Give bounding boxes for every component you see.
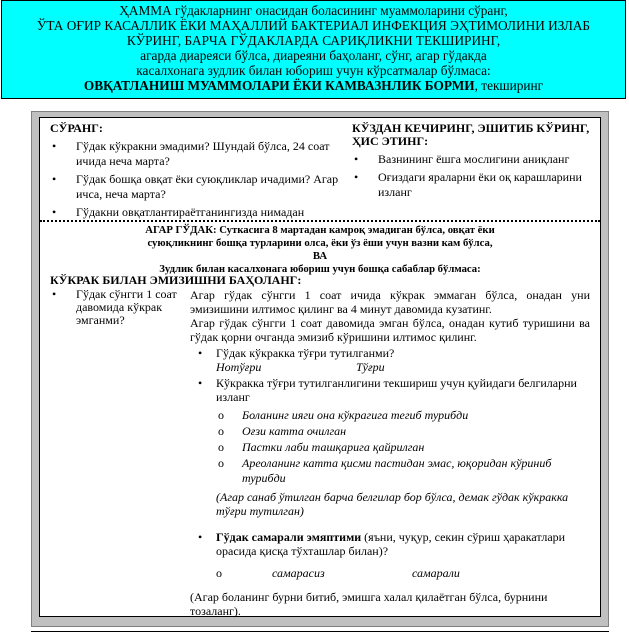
banner-line-4: агарда диареяси бўлса, диареяни баҳоланг, сўнг, агар гўдакда: [140, 48, 487, 63]
circle-bullet-icon: o: [218, 440, 224, 454]
ask-item: • Гўдак кўкракни эмадими? Шундай бўлса, 24 соат ичида неча марта?: [52, 139, 330, 168]
effective-suckling-label: Гўдак самарали эмяптими: [216, 530, 362, 544]
look-item: • Оғиздаги яраларни ёки оқ карашларини изланг: [354, 170, 582, 199]
header-banner: [1, 0, 626, 99]
bullet-icon: •: [52, 172, 57, 186]
bullet-icon: •: [354, 152, 359, 166]
breastfeeding-question: • Гўдак сўнгги 1 соат давомида кўкрак эмганми?: [52, 287, 177, 327]
condition-line-3: ВА: [312, 250, 328, 262]
effective-suckling-question: • Гўдак самарали эмяптими (яъни, чуқур, секин сўриш ҳаракатлари орасида қисқа тўхташлар билан)?: [198, 530, 566, 558]
nose-note: (Агар боланинг бурни битиб, эмишга халал қилаётган бўлса, бурнини тозаланг).: [190, 590, 548, 618]
banner-line-1: ҲАММА гўдакларнинг онасидан боласининг муаммоларини сўранг,: [119, 3, 508, 18]
look-item: • Вазнининг ёшга мослигини аниқланг: [354, 152, 570, 166]
banner-line-6: [2, 78, 625, 93]
ask-title: СЎРАНГ:: [50, 121, 103, 135]
sign-item: o Оғзи катта очилган: [218, 424, 347, 438]
signs-note: (Агар санаб ўтилган барча белгилар бор бўлса, демак гўдак кўкракка тўғри тутилган): [216, 490, 569, 518]
bottom-divider: [31, 631, 609, 636]
sign-item: o Пастки лаби ташқарига қайрилган: [218, 440, 425, 454]
sign-item: o Боланинг ияги она кўкрагига тегиб турибди: [218, 408, 469, 422]
option-well-attached: Тўғри: [356, 360, 385, 374]
signs-intro: • Кўкракка тўғри тутилганлигини текшириш учун қуйидаги белгиларни изланг: [198, 376, 577, 404]
circle-bullet-icon: o: [218, 424, 224, 438]
attachment-question: • Гўдак кўкракка тўғри тутилганми?: [198, 346, 395, 360]
condition-line-2: суюқликнинг бошқа турларини олса, ёки ўз ёши учун вазни кам бўлса,: [147, 237, 493, 249]
banner-line-2: ЎТА ОҒИР КАСАЛЛИК ЁКИ МАҲАЛЛИЙ БАКТЕРИАЛ ИНФЕКЦИЯ ЭҲТИМОЛИНИ ИЗЛАБ: [36, 18, 591, 33]
banner-line-6-rest: , текширинг: [474, 78, 544, 93]
sign-item: o Ареоланинг катта қисми пастидан эмас, юқоридан кўриниб турибди: [218, 456, 552, 485]
ask-item: • Гўдак бошқа овқат ёки суюқликлар ичадими? Агар ичса, неча марта?: [52, 172, 339, 201]
circle-bullet-icon: o: [216, 566, 222, 580]
assessment-box: [39, 117, 601, 617]
circle-bullet-icon: o: [218, 408, 224, 422]
bullet-icon: •: [52, 139, 57, 153]
bullet-icon: •: [198, 376, 203, 390]
condition-line-4: Зудлик билан касалхонага юбориш учун бошқа сабаблар бўлмаса:: [159, 263, 481, 275]
dotted-divider: [40, 220, 600, 222]
banner-line-5: касалхонага зудлик билан юбориш учун кўрсатмалар бўлмаса:: [136, 63, 491, 78]
banner-line-3: КЎРИНГ, БАРЧА ГЎДАКЛАРДА САРИҚЛИКНИ ТЕКШИРИНГ,: [126, 33, 501, 48]
signs-list: [190, 408, 590, 486]
option-not-effective: самарасиз: [272, 566, 325, 580]
instruction-paragraph: Агар гўдак сўнгги 1 соат ичида кўкрак эммаган бўлса, онадан уни эмизишини илтимос қилинг ва 4 минут давомида кузатинг.: [190, 288, 590, 316]
suckling-options: [216, 566, 590, 580]
ask-item: • Гўдакни овқатлантираётганингизда нимадан: [52, 205, 305, 219]
breastfeeding-instructions: [190, 288, 590, 618]
look-section: [352, 122, 592, 203]
bullet-icon: •: [198, 346, 203, 360]
condition-block: [40, 224, 600, 276]
instruction-paragraph: Агар гўдак сўнгги 1 соат давомида эмган бўлса, онадан кутиб туришини ва гўдак қорни очганда эмизиб кўришини илтимос қилинг.: [190, 316, 590, 344]
bullet-icon: •: [198, 530, 203, 544]
condition-line-1: АГАР ГЎДАК: Суткасига 8 мартадан камроқ эмадиган бўлса, овқат ёки: [145, 224, 495, 236]
bullet-icon: •: [354, 170, 359, 184]
ask-section: [50, 122, 340, 223]
bullet-icon: •: [52, 287, 57, 301]
bullet-icon: •: [52, 205, 57, 219]
breastfeeding-title: КЎКРАК БИЛАН ЭМИЗИШНИ БАҲОЛАНГ:: [50, 273, 302, 287]
banner-emphasis: ОВҚАТЛАНИШ МУАММОЛАРИ ЁКИ КАМВАЗНЛИК БОРМИ: [83, 78, 475, 93]
attachment-options: [216, 360, 590, 374]
assessment-frame: [31, 111, 609, 627]
circle-bullet-icon: o: [218, 456, 224, 470]
option-not-well-attached: Нотўғри: [216, 360, 262, 374]
look-title: КЎЗДАН КЕЧИРИНГ, ЭШИТИБ КЎРИНГ, ҲИС ЭТИНГ:: [352, 121, 590, 148]
option-effective: самарали: [412, 566, 460, 580]
